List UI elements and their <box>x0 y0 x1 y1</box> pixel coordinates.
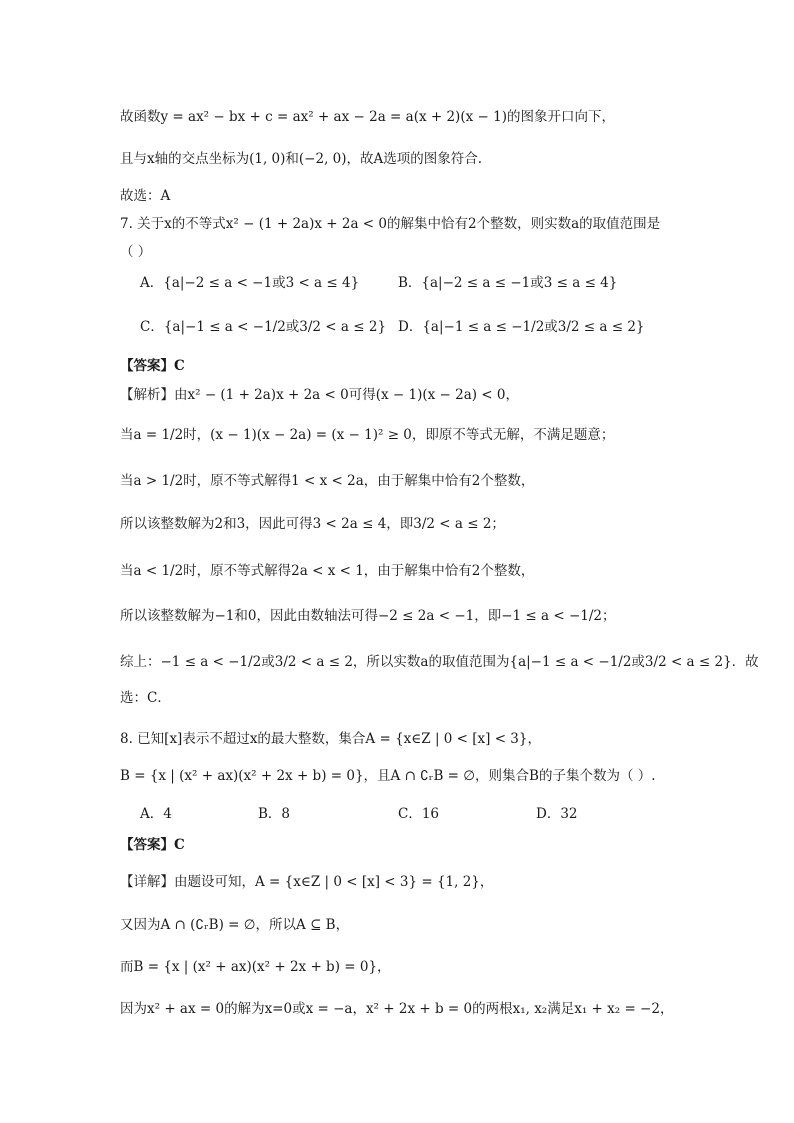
question-8-stem: 8. 已知[x]表示不超过x的最大整数，集合A = {x∈Z | 0 < [x] < 3}， <box>120 731 541 747</box>
analysis-line: 所以该整数解为−1和0，因此由数轴法可得−2 ≤ 2a < −1，即−1 ≤ a < −1/2； <box>120 608 616 624</box>
q7-option-a: A．{a|−2 ≤ a < −1或3 < a ≤ 4} <box>140 275 360 291</box>
q8-option-c: C．16 <box>398 806 440 822</box>
detail-line: 又因为A ∩ (∁ᵣB) = ∅，所以A ⊆ B， <box>120 917 350 933</box>
analysis-line: 当a < 1/2时，原不等式解得2a < x < 1，由于解集中恰有2个整数， <box>120 563 535 579</box>
answer-label: 【答案】C <box>120 837 185 853</box>
detail-line: 【详解】由题设可知，A = {x∈Z | 0 < [x] < 3} = {1, 2}， <box>120 874 494 890</box>
analysis-line: 选：C． <box>120 690 171 706</box>
text-line: 且与x轴的交点坐标为(1, 0)和(−2, 0)，故A选项的图象符合. <box>120 151 483 167</box>
detail-line: 而B = {x | (x² + ax)(x² + 2x + b) = 0}， <box>120 959 391 975</box>
answer-label: 【答案】C <box>120 358 185 374</box>
detail-line: 因为x² + ax = 0的解为x=0或x = −a，x² + 2x + b = 0的两根x₁, x₂满足x₁ + x₂ = −2， <box>120 1001 674 1017</box>
q7-option-c: C．{a|−1 ≤ a < −1/2或3/2 < a ≤ 2} <box>140 319 387 335</box>
question-7-stem: 7. 关于x的不等式x² − (1 + 2a)x + 2a < 0的解集中恰有2个整数，则实数a的取值范围是 <box>120 216 661 232</box>
analysis-line: 当a = 1/2时，(x − 1)(x − 2a) = (x − 1)² ≥ 0，即原不等式无解，不满足题意； <box>120 427 615 443</box>
question-8-stem-cont: B = {x | (x² + ax)(x² + 2x + b) = 0}，且A ∩ ∁ᵣB = ∅，则集合B的子集个数为（ ）. <box>120 768 656 784</box>
analysis-line: 【解析】由x² − (1 + 2a)x + 2a < 0可得(x − 1)(x − 2a) < 0， <box>120 387 519 403</box>
text-line: 故函数y = ax² − bx + c = ax² + ax − 2a = a(x + 2)(x − 1)的图象开口向下， <box>120 109 615 125</box>
q7-option-d: D．{a|−1 ≤ a ≤ −1/2或3/2 ≤ a ≤ 2} <box>398 319 645 335</box>
q8-option-d: D．32 <box>536 806 578 822</box>
q8-option-b: B．8 <box>258 806 291 822</box>
answer-brackets: （ ） <box>120 244 152 260</box>
q7-option-b: B．{a|−2 ≤ a ≤ −1或3 ≤ a ≤ 4} <box>398 275 618 291</box>
analysis-line: 所以该整数解为2和3，因此可得3 < 2a ≤ 4，即3/2 < a ≤ 2； <box>120 516 505 532</box>
analysis-line: 综上：−1 ≤ a < −1/2或3/2 < a ≤ 2，所以实数a的取值范围为{a|−1 ≤ a < −1/2或3/2 < a ≤ 2}．故 <box>120 654 759 670</box>
text-line: 故选：A <box>120 188 171 204</box>
analysis-line: 当a > 1/2时，原不等式解得1 < x < 2a，由于解集中恰有2个整数， <box>120 473 535 489</box>
q8-option-a: A．4 <box>140 806 172 822</box>
